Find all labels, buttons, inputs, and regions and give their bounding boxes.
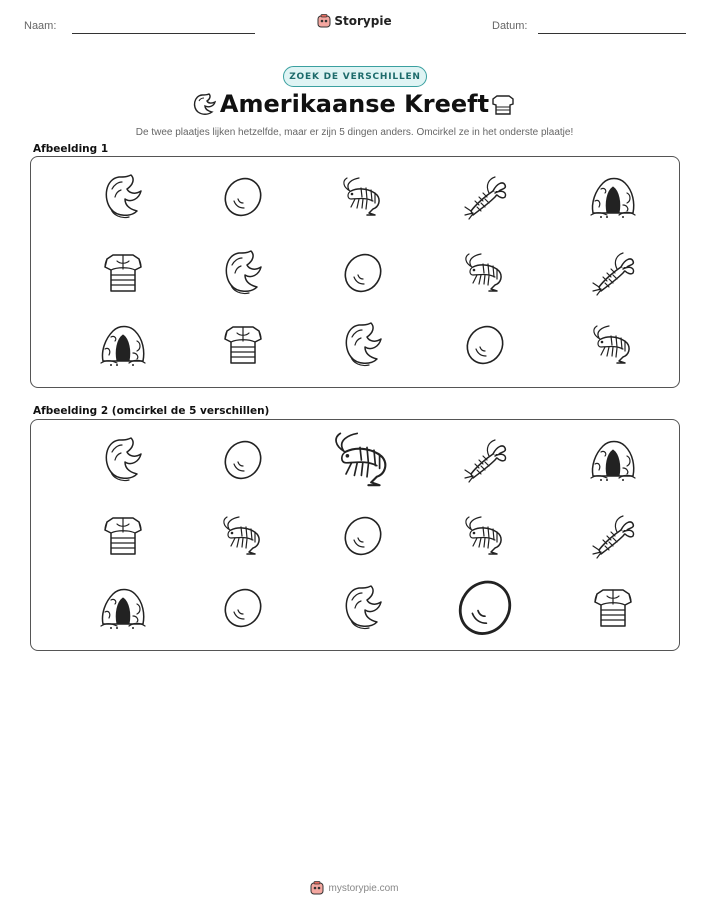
panel2-egg-icon[interactable] xyxy=(213,580,273,636)
panel2-armor-icon[interactable] xyxy=(583,580,643,636)
panel1-shrimp-icon xyxy=(333,169,393,225)
panel2-cave-icon[interactable] xyxy=(93,580,153,636)
footer xyxy=(0,881,709,898)
panel2-shrimp-icon[interactable] xyxy=(455,508,515,564)
panel2-egg-icon[interactable] xyxy=(333,508,393,564)
date-field-line[interactable] xyxy=(538,33,686,34)
panel2-egg-icon[interactable] xyxy=(455,580,515,636)
panel2-shrimp-icon[interactable] xyxy=(213,508,273,564)
panel2-lobster-icon[interactable] xyxy=(583,508,643,564)
instructions: De twee plaatjes lijken hetzelfde, maar er zijn 5 dingen anders. Omcirkel ze in het onderste plaatje! xyxy=(135,127,574,138)
panel1-armor-icon xyxy=(93,245,153,301)
panel2-cave-icon[interactable] xyxy=(583,432,643,488)
date-label: Datum: xyxy=(492,20,528,32)
panel1-label: Afbeelding 1 xyxy=(33,143,109,155)
panel2-lobster-icon[interactable] xyxy=(455,432,515,488)
storypie-logo-icon xyxy=(310,881,324,898)
panel1-egg-icon xyxy=(333,245,393,301)
storypie-logo-icon xyxy=(317,14,331,31)
picture-panel-2[interactable] xyxy=(30,419,680,651)
footer-url: mystorypie.com xyxy=(328,883,399,894)
panel1-egg-icon xyxy=(213,169,273,225)
panel1-shrimp-icon xyxy=(583,317,643,373)
panel1-cave-icon xyxy=(583,169,643,225)
panel1-armor-icon xyxy=(213,317,273,373)
panel1-egg-icon xyxy=(455,317,515,373)
panel1-lobster-icon xyxy=(583,245,643,301)
panel1-lobster-icon xyxy=(455,169,515,225)
brand-name: Storypie xyxy=(334,14,392,28)
panel2-shrimp-icon[interactable] xyxy=(333,432,393,488)
panel2-claw-icon[interactable] xyxy=(93,432,153,488)
panel2-claw-icon[interactable] xyxy=(333,580,393,636)
panel1-claw-icon xyxy=(213,245,273,301)
panel2-egg-icon[interactable] xyxy=(213,432,273,488)
brand xyxy=(0,14,709,31)
armor-icon xyxy=(490,92,516,122)
panel2-armor-icon[interactable] xyxy=(93,508,153,564)
page-title: Amerikaanse Kreeft xyxy=(219,90,490,118)
panel1-claw-icon xyxy=(333,317,393,373)
panel1-shrimp-icon xyxy=(455,245,515,301)
panel2-label: Afbeelding 2 (omcirkel de 5 verschillen) xyxy=(33,405,270,417)
panel1-cave-icon xyxy=(93,317,153,373)
panel1-claw-icon xyxy=(93,169,153,225)
activity-badge: ZOEK DE VERSCHILLEN xyxy=(283,66,427,87)
name-field-line[interactable] xyxy=(72,33,255,34)
name-label: Naam: xyxy=(24,20,57,32)
picture-panel-1 xyxy=(30,156,680,388)
